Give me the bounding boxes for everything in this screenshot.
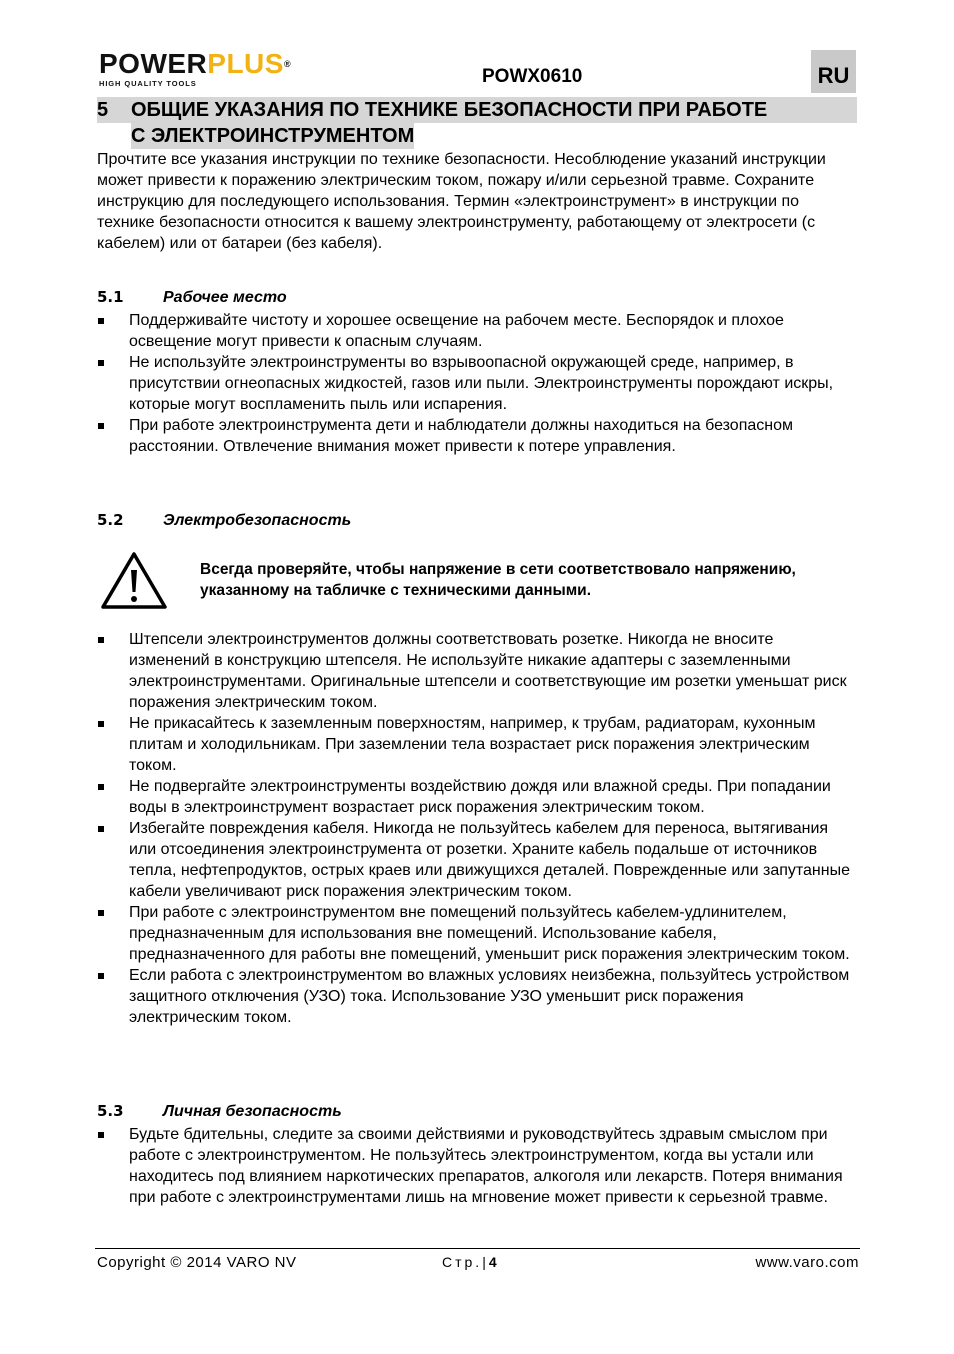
copyright: Copyright © 2014 VARO NV [97, 1254, 297, 1271]
warning-text: Всегда проверяйте, чтобы напряжение в сети соответствовало напряжению, указанному на табличке с техническими данными. [200, 561, 796, 599]
list-item: Избегайте повреждения кабеля. Никогда не пользуйтесь кабелем для переноса, вытягивания или отсоединения электроинструмента от розетки. Храните кабель подальше от источников тепла, нефтепродуктов, острых краев или движущихся деталей. Поврежденные или запутанные кабели увеличивают риск поражения электрическим током. [97, 818, 857, 902]
page-number: 4 [488, 1254, 497, 1270]
list-item: Будьте бдительны, следите за своими действиями и руководствуйтесь здравым смыслом при работе с электроинструментом. Не пользуйтесь электроинструментом, когда вы устали или находитесь под влиянием наркотических препаратов, алкоголя или лекарств. Потеря внимания при работе с электроинструментами лишь на мгновение может привести к серьезной травме. [97, 1124, 857, 1208]
list-item: Не подвергайте электроинструменты воздействию дождя или влажной среды. При попадании воды в электроинструмент возрастает риск поражения электрическим током. [97, 776, 857, 818]
brand-logo [99, 50, 319, 90]
footer-divider [95, 1248, 860, 1249]
section-heading: 5.3 Личная безопасность [97, 1102, 342, 1120]
section-heading: 5.2 Электробезопасность [97, 511, 352, 529]
brand-wordmark: POWERPLUS® [99, 48, 292, 79]
list-item: Штепсели электроинструментов должны соответствовать розетке. Никогда не вносите изменений в конструкцию штепселя. Не используйте никакие адаптеры с заземленными электроинструментами. Оригинальные штепсели и соответствующие им розетки уменьшат риск поражения электрическим током. [97, 629, 857, 713]
chapter-title [97, 97, 857, 149]
chapter-number: 5 [97, 99, 109, 121]
warning-triangle-icon [99, 550, 169, 610]
list-item: Если работа с электроинструментом во влажных условиях неизбежна, пользуйтесь устройством защитного отключения (УЗО) тока. Использование УЗО уменьшит риск поражения электрическим током. [97, 965, 857, 1028]
bullet-list [97, 310, 857, 457]
model-number: POWX0610 [482, 66, 583, 87]
language-badge: RU [811, 50, 856, 93]
chapter-title-line1: ОБЩИЕ УКАЗАНИЯ ПО ТЕХНИКЕ БЕЗОПАСНОСТИ ПРИ РАБОТЕ [131, 99, 768, 121]
section-heading: 5.1 Рабочее место [97, 288, 287, 306]
bullet-list [97, 629, 857, 1028]
brand-tagline: HIGH QUALITY TOOLS [99, 79, 197, 88]
page-indicator: Стр.|4 [442, 1254, 497, 1270]
list-item: Поддерживайте чистоту и хорошее освещение на рабочем месте. Беспорядок и плохое освещение могут привести к опасным случаям. [97, 310, 857, 352]
list-item: Не прикасайтесь к заземленным поверхностям, например, к трубам, радиаторам, кухонным плитам и холодильникам. При заземлении тела возрастает риск поражения электрическим током. [97, 713, 857, 776]
chapter-title-line2: С ЭЛЕКТРОИНСТРУМЕНТОМ [131, 125, 415, 147]
bullet-list [97, 1124, 857, 1208]
list-item: Не используйте электроинструменты во взрывоопасной окружающей среде, например, в присутствии огнеопасных жидкостей, газов или пыли. Электроинструменты порождают искры, которые могут воспламенить пыль или испарения. [97, 352, 857, 415]
list-item: При работе с электроинструментом вне помещений пользуйтесь кабелем-удлинителем, предназначенным для использования вне помещений. Использование кабеля, предназначенного для работы вне помещений, уменьшит риск поражения электрическим током. [97, 902, 857, 965]
intro-paragraph: Прочтите все указания инструкции по технике безопасности. Несоблюдение указаний инструкции может привести к поражению электрическим током, пожару и/или серьезной травме. Сохраните инструкцию для последующего использования. Термин «электроинструмент» в инструкции по технике безопасности относится к вашему электроинструменту, работающему от электросети (с кабелем) или от батареи (без кабеля). [97, 151, 826, 252]
website-link[interactable]: www.varo.com [755, 1254, 859, 1271]
list-item: При работе электроинструмента дети и наблюдатели должны находиться на безопасном расстоянии. Отвлечение внимания может привести к потере управления. [97, 415, 857, 457]
